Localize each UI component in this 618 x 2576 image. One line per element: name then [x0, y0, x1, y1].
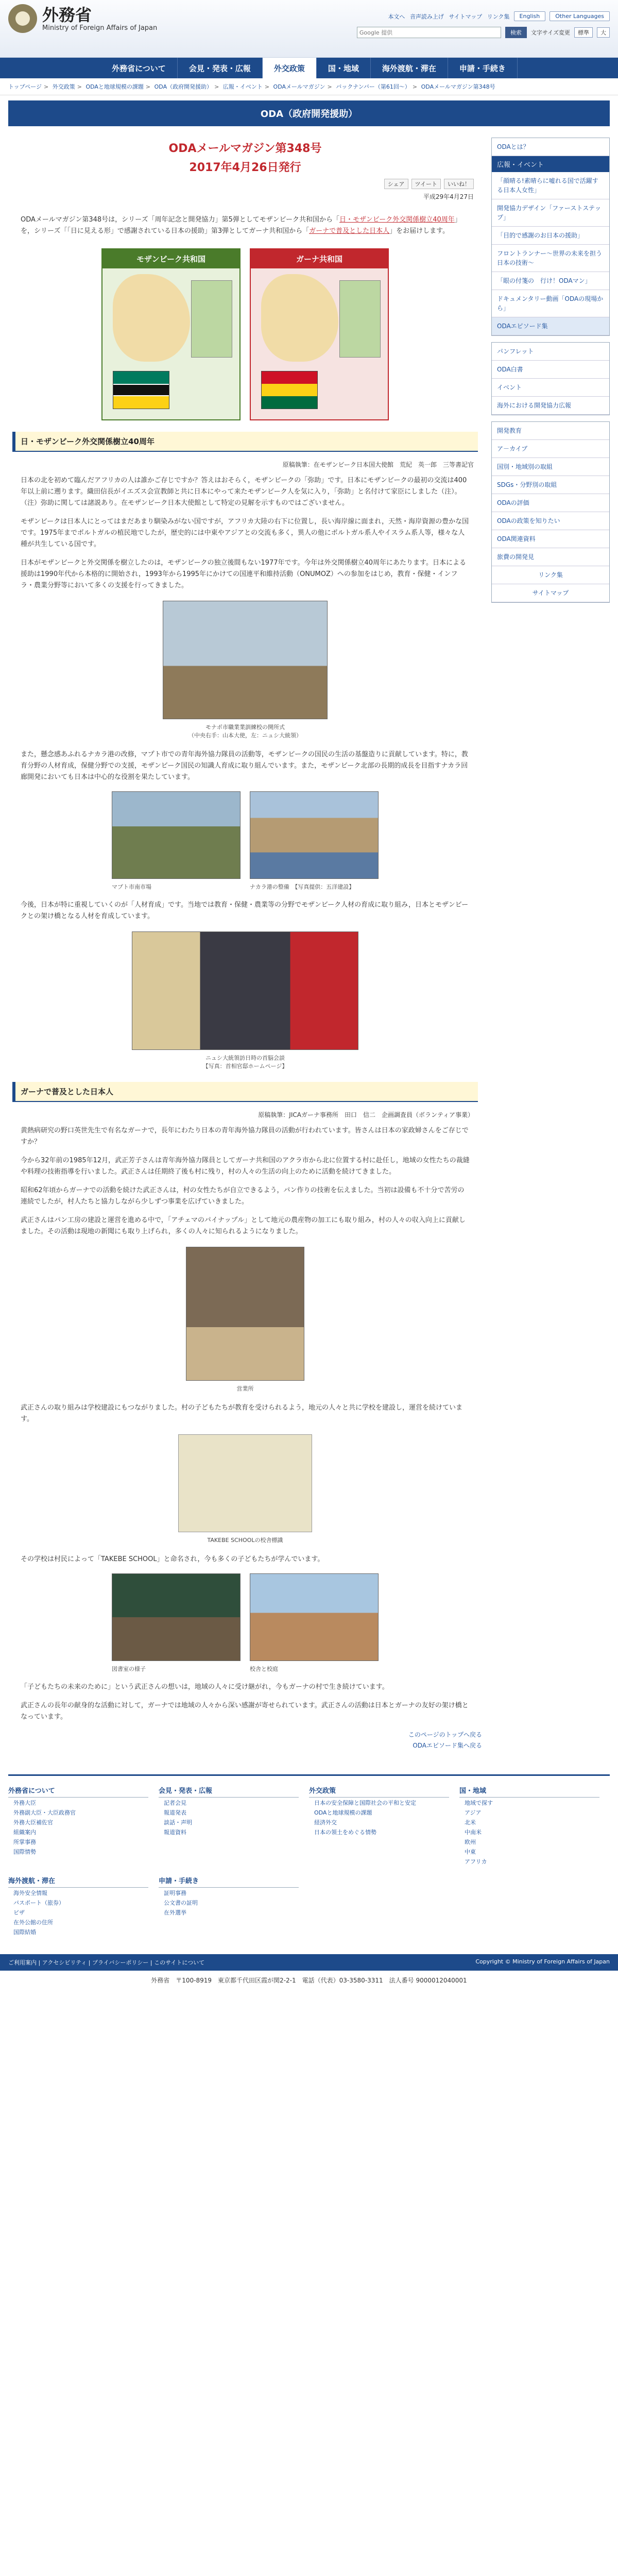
share-buttons: [8, 179, 474, 189]
photo-caption: ナカラ港の整備 【写真提供：五洋建設】: [250, 884, 355, 890]
footer-link[interactable]: 国際結婚: [13, 1929, 36, 1936]
sidebar-item[interactable]: 海外における開発協力広報: [492, 397, 609, 415]
photo-office: [186, 1247, 304, 1381]
sidebar-link-collection[interactable]: リンク集: [492, 566, 609, 584]
footer-link[interactable]: 中東: [465, 1849, 476, 1855]
gnav-about[interactable]: 外務省について: [100, 58, 178, 78]
sidebar-item[interactable]: ODAとは？: [492, 138, 609, 156]
section-heading-ghana: ガーナで普及とした日本人: [12, 1082, 478, 1102]
footer-column: [8, 1875, 159, 1937]
map-ghana: [250, 248, 389, 420]
sidebar-item[interactable]: SDGs・分野別の取組: [492, 476, 609, 494]
gnav-press[interactable]: 会見・発表・広報: [178, 58, 263, 78]
map-label: ガーナ共和国: [251, 249, 388, 268]
paragraph: 黄熱病研究の野口英世先生で有名なガーナで，長年にわたり日本の青年海外協力隊員の活動が行われています。皆さんは日本の家政婦さんをご存じですか？: [21, 1127, 469, 1146]
publish-date: 平成29年4月27日: [423, 193, 474, 200]
sidebar-box: [491, 342, 610, 415]
share-button[interactable]: シェア: [384, 179, 408, 189]
sidebar-box: [491, 421, 610, 603]
footer-link[interactable]: 北米: [465, 1819, 476, 1826]
breadcrumb: トップページ > 外交政策 > ODAと地球規模の課題 > ODA（政府開発援助） > 広報・イベント > ODAメールマガジン > バックナンバー（第61回～） > ODAメールマガジン第348号: [0, 78, 618, 95]
photo-caption: 図書室の様子: [112, 1666, 146, 1672]
footer-link[interactable]: 欧州: [465, 1839, 476, 1845]
util-link-links[interactable]: リンク集: [487, 13, 510, 20]
footer-link[interactable]: アジア: [465, 1809, 482, 1816]
sidebar-item[interactable]: 「眼の付箋の 行け！ODAマン」: [492, 272, 609, 290]
sidebar-item[interactable]: イベント: [492, 379, 609, 397]
back-to-top-link[interactable]: このページのトップへ戻る: [408, 1731, 482, 1738]
footer-column: [309, 1785, 459, 1866]
footer-link[interactable]: アフリカ: [465, 1858, 487, 1865]
font-size-standard-button[interactable]: 標準: [574, 27, 593, 38]
country-maps: [8, 248, 482, 420]
gnav-policy[interactable]: 外交政策: [263, 58, 317, 78]
sidebar-item[interactable]: 開発協力デザイン「ファーストステップ」: [492, 199, 609, 227]
footer-column: [159, 1875, 309, 1937]
photo-market: [112, 791, 241, 879]
paragraph: 武正さんの取り組みは学校建設にもつながりました。村の子どもたちが教育を受けられるよう，地元の人々と共に学校を建設し，運営を続けています。: [21, 1404, 463, 1423]
site-name-en: Ministry of Foreign Affairs of Japan: [42, 24, 158, 32]
photo-caption: TAKEBE SCHOOLの校舎標識: [207, 1537, 283, 1544]
africa-map-icon: [113, 274, 190, 362]
article-title: ODAメールマガジン第348号: [168, 142, 322, 155]
footer-link[interactable]: 地域で探す: [465, 1800, 493, 1806]
lead-link-ghana[interactable]: ガーナで普及とした日本人: [309, 227, 390, 235]
util-link-voice[interactable]: 音声読み上げ: [409, 13, 444, 20]
africa-map-icon: [261, 274, 338, 362]
footer-link[interactable]: 記者会見: [164, 1800, 186, 1806]
mozambique-flag-icon: [113, 371, 169, 409]
footer-link[interactable]: 中南米: [465, 1829, 482, 1836]
footer-link[interactable]: 外務副大臣・大臣政務官: [13, 1809, 76, 1816]
back-to-episodes-link[interactable]: ODAエピソード集へ戻る: [413, 1742, 482, 1749]
footer-column-title[interactable]: 外交政策: [309, 1785, 449, 1798]
util-link-skip[interactable]: 本文へ: [388, 13, 405, 20]
footer-column: [159, 1785, 309, 1866]
gnav-procedures[interactable]: 申請・手続き: [448, 58, 518, 78]
paragraph: その学校は村民によって「TAKEBE SCHOOL」と命名され，今も多くの子どもたちが学んでいます。: [21, 1555, 324, 1563]
footer-column: [459, 1785, 610, 1866]
footer-column-title[interactable]: 海外渡航・滞在: [8, 1875, 148, 1888]
gnav-travel[interactable]: 海外渡航・滞在: [371, 58, 448, 78]
breadcrumb-item[interactable]: ODAメールマガジン: [273, 83, 325, 90]
search-area: [357, 27, 610, 38]
paragraph: また，懸念感あふれるナカラ港の改修，マプト市での青年海外協力隊員の活動等，モザンビークの国民の生活の基盤造りに貢献しています。特に，教育分野の人材育成，保健分野での支援，モザンビーク国民の知識人育成に取り組んでいます。また，モザンビーク北部の長期的成長を目指すナカラ回廊開発においても日本は中心的な役割を果たしています。: [21, 751, 468, 781]
breadcrumb-item[interactable]: バックナンバー（第61回～）: [336, 83, 410, 90]
font-size-label: 文字サイズ変更: [530, 29, 570, 36]
footer-link[interactable]: 海外安全情報: [13, 1890, 47, 1896]
photo-library: [112, 1573, 241, 1661]
section-title: ODA（政府開発援助）: [8, 100, 610, 126]
sidebar-box: [491, 138, 610, 336]
footer-column-title[interactable]: 会見・発表・広報: [159, 1785, 299, 1798]
footer-link[interactable]: 在外選挙: [164, 1909, 186, 1916]
photo-caption: 営業所: [236, 1385, 254, 1392]
breadcrumb-item[interactable]: ODA（政府開発援助）: [154, 83, 213, 90]
photo-schoolyard: [250, 1573, 379, 1661]
footer-link[interactable]: 組織案内: [13, 1829, 36, 1836]
article-issue-date: 2017年4月26日発行: [189, 161, 301, 174]
bottom-links: [8, 1730, 482, 1750]
lead-link-mozambique[interactable]: 日・モザンビーク外交関係樹立40周年: [339, 216, 455, 224]
footer-link[interactable]: 所掌事務: [13, 1839, 36, 1845]
footer-column-title[interactable]: 申請・手続き: [159, 1875, 299, 1888]
sidebar-item[interactable]: 「顔晴る!素晴らに嘘れる国で活躍する日本人女性」: [492, 172, 609, 199]
breadcrumb-current: ODAメールマガジン第348号: [421, 83, 495, 90]
site-name-ja: 外務省: [42, 5, 92, 25]
sidebar-item[interactable]: 国別・地域別の取組: [492, 458, 609, 476]
photo-ceremony: [163, 601, 328, 719]
paragraph: 日本の北を初めて臨んだアフリカの人は誰かご存じですか？答えはおそらく，モザンビークの「弥助」です。日本にモザンビークの最初の交流は400年以上前に遡ります。織田信長がイエズス会宣教師と共に日本にやって来たモザンビーク人を気に入り，「弥助」と名付けて家臣にしました（注）。（注）弥助に関しては諸説あり。在モザンビーク日本大使館として特定の見解を示すものではございません。: [21, 477, 467, 507]
global-nav: [0, 58, 618, 78]
paragraph: 昭和62年頃からガーナでの活動を続けた武正さんは，村の女性たちが自立できるよう，パン作りの技術を伝えました。当初は設備も不十分で苦労の連続でしたが，村人たちと協力しながら少しずつ事業を広げていきました。: [21, 1187, 465, 1206]
like-button[interactable]: いいね！: [444, 179, 474, 189]
footer-link[interactable]: 経済外交: [314, 1819, 337, 1826]
ministry-emblem-icon: [8, 4, 37, 33]
paragraph: 武正さんはパン工房の建設と運営を進める中で，「アチェマのパイナップル」として地元の農産物の加工にも取り組み，村の人々の収入向上に貢献しました。その活動は現地の新聞にも取り上げられ，多くの人々に知られるようになりました。: [21, 1216, 466, 1235]
photo-caption: 校舎と校庭: [250, 1666, 278, 1672]
footer-link[interactable]: 日本の領土をめぐる情勢: [314, 1829, 376, 1836]
map-mozambique: [101, 248, 241, 420]
paragraph: 日本がモザンビークと外交関係を樹立したのは，モザンビークの独立後間もない1977年です。今年は外交関係樹立40周年にあたります。日本による援助は1990年代から本格的に開始され，1993年から1995年にかけての国連平和維持活動（ONUMOZ）への参加をはじめ，教育・保健・インフラ・農業分野等において多くの支援を行ってきました。: [21, 559, 466, 589]
country-inset-map: [191, 280, 232, 358]
sidebar-item[interactable]: ODAの評価: [492, 494, 609, 512]
footer-link[interactable]: 日本の安全保障と国際社会の平和と安定: [314, 1800, 416, 1806]
sidebar-item[interactable]: ODAの政策を知りたい: [492, 512, 609, 530]
paragraph: モザンビークは日本人にとってはまだあまり馴染みがない国ですが，アフリカ大陸の右下に位置し，長い海岸線に面まれ，天然・海岸資源の豊かな国です。1975年までポルトガルの植民地でしたが，歴史的には中東やアジアとの交流も多く，異人の他にポルトガル系人やイスラム系人等，様々な人種が共生している国です。: [21, 518, 469, 548]
sidebar-item[interactable]: ODA関連資料: [492, 530, 609, 548]
sidebar-item[interactable]: ODAエピソード集: [492, 317, 609, 335]
sidebar-item[interactable]: 開発教育: [492, 422, 609, 440]
section-heading-mozambique: 日・モザンビーク外交関係樹立40周年: [12, 432, 478, 452]
photo-summit: [132, 931, 358, 1050]
footer-link[interactable]: 外務大臣補佐官: [13, 1819, 53, 1826]
paragraph: 今後，日本が特に重視していくのが「人材育成」です。当地では教育・保健・農業等の分野でモザンビーク人材の育成に取り組み，日本とモザンビークとの架け橋となる人材を育成しています。: [21, 901, 469, 920]
search-input[interactable]: [357, 27, 501, 38]
photo-caption: モナポ市職業業訓練校の開所式 （中央右手：山本大使，左：ニュシ大統領）: [188, 724, 302, 739]
site-header: [0, 0, 618, 58]
sidebar-sitemap[interactable]: サイトマップ: [492, 584, 609, 602]
main-content: [8, 131, 482, 1754]
footer-column-title[interactable]: 外務省について: [8, 1785, 148, 1798]
paragraph: 武正さんの長年の献身的な活動に対して，ガーナでは地域の人々から深い感謝が寄せられています。武正さんの活動は日本とガーナの友好の架け橋となっています。: [21, 1702, 469, 1721]
sidebar-item[interactable]: ア－カイブ: [492, 440, 609, 458]
sidebar-item[interactable]: 「目的で感謝のお日本の援助」: [492, 227, 609, 245]
paragraph: 今から32年前の1985年12月，武正芳子さんは青年海外協力隊員としてガーナ共和国のアクラ市から北に位置する村に赴任し，地域の女性たちの裁縫や料理の技術指導を行いました。武正さんは任期終了後も村に残り，村の人々の生活の向上のために活動を続けてきました。: [21, 1157, 470, 1176]
footer-link[interactable]: 在外公館の住所: [13, 1919, 53, 1926]
copyright: Copyright © Ministry of Foreign Affairs of Japan: [475, 1958, 610, 1965]
footer-link[interactable]: 証明事務: [164, 1890, 186, 1896]
photo-school-sign: [178, 1434, 312, 1532]
footer-link[interactable]: 外務大臣: [13, 1800, 36, 1806]
search-button[interactable]: 検索: [505, 27, 527, 38]
footer-link[interactable]: 談話・声明: [164, 1819, 192, 1826]
sidebar-item[interactable]: ODA白書: [492, 361, 609, 379]
footer-nav: [8, 1774, 610, 1946]
footer-link[interactable]: ビザ: [13, 1909, 25, 1916]
footer-bar: [0, 1954, 618, 1971]
footer-link[interactable]: パスポート（旅券）: [13, 1900, 64, 1906]
footer-column-title[interactable]: 国・地域: [459, 1785, 599, 1798]
photo-port: [250, 791, 379, 879]
breadcrumb-item[interactable]: 外交政策: [52, 83, 75, 90]
sidebar-item[interactable]: ドキュメンタリー動画「ODAの現場から」: [492, 290, 609, 317]
footer-link[interactable]: 国際情勢: [13, 1849, 36, 1855]
article-lead: ODAメールマガジン第348号は，シリーズ「周年記念と開発協力」第5弾としてモザンビーク共和国から「日・モザンビーク外交関係樹立40周年」を，シリーズ「「日に見える形」で感謝されている日本の援助」第3弾としてガーナ共和国から「ガーナで普及とした日本人」をお届けします。: [21, 216, 461, 235]
paragraph: 「子どもたちの未来のために」という武正さんの想いは，地域の人々に受け継がれ，今もガーナの村で生き続けています。: [21, 1683, 389, 1691]
footer-link[interactable]: 公文書の証明: [164, 1900, 198, 1906]
site-logo[interactable]: [8, 4, 157, 33]
section-author: 原稿執筆：在モザンビーク日本国大使館 荒紀 英一郎 三等書記官: [282, 461, 474, 468]
footer-column: [8, 1785, 159, 1866]
photo-caption: ニュシ大統領訪日時の首脳会談 【写真：首相官邸ホームページ】: [202, 1055, 288, 1070]
tweet-button[interactable]: ツイート: [411, 179, 441, 189]
sidebar-item-active[interactable]: 広報・イベント: [492, 156, 609, 172]
sidebar: [491, 131, 610, 1754]
map-label: モザンビーク共和国: [102, 249, 239, 268]
footer-link[interactable]: 報道資料: [164, 1829, 186, 1836]
footer-link[interactable]: 報道発表: [164, 1809, 186, 1816]
breadcrumb-item[interactable]: トップページ: [8, 83, 42, 90]
section-author: 原稿執筆：JICAガーナ事務所 田口 信二 企画調査員（ボランティア事業）: [258, 1111, 474, 1118]
gnav-region[interactable]: 国・地域: [317, 58, 371, 78]
other-languages-button[interactable]: Other Languages: [550, 11, 610, 21]
sidebar-item[interactable]: フロントランナー～世界の未来を担う日本の技術～: [492, 245, 609, 272]
photo-caption: マプト市南市場: [112, 884, 151, 890]
sidebar-item[interactable]: パンフレット: [492, 343, 609, 361]
font-size-large-button[interactable]: 大: [597, 27, 610, 38]
breadcrumb-item[interactable]: ODAと地球規模の課題: [85, 83, 144, 90]
utility-nav: [385, 11, 610, 21]
country-inset-map: [339, 280, 381, 358]
footer-link[interactable]: ODAと地球規模の課題: [314, 1809, 372, 1816]
footer-address: 外務省 〒100-8919 東京都千代田区霞が関2-2-1 電話（代表）03-3580-3311 法人番号 9000012040001: [151, 1977, 467, 1984]
util-link-sitemap[interactable]: サイトマップ: [449, 13, 483, 20]
sidebar-item[interactable]: 旅費の開発見: [492, 548, 609, 566]
footer-bar-links[interactable]: ご利用案内 | アクセシビリティ | プライバシーポリシー | このサイトについて: [8, 1959, 205, 1966]
ghana-flag-icon: [261, 371, 318, 409]
english-button[interactable]: English: [514, 11, 546, 21]
breadcrumb-item[interactable]: 広報・イベント: [222, 83, 263, 90]
